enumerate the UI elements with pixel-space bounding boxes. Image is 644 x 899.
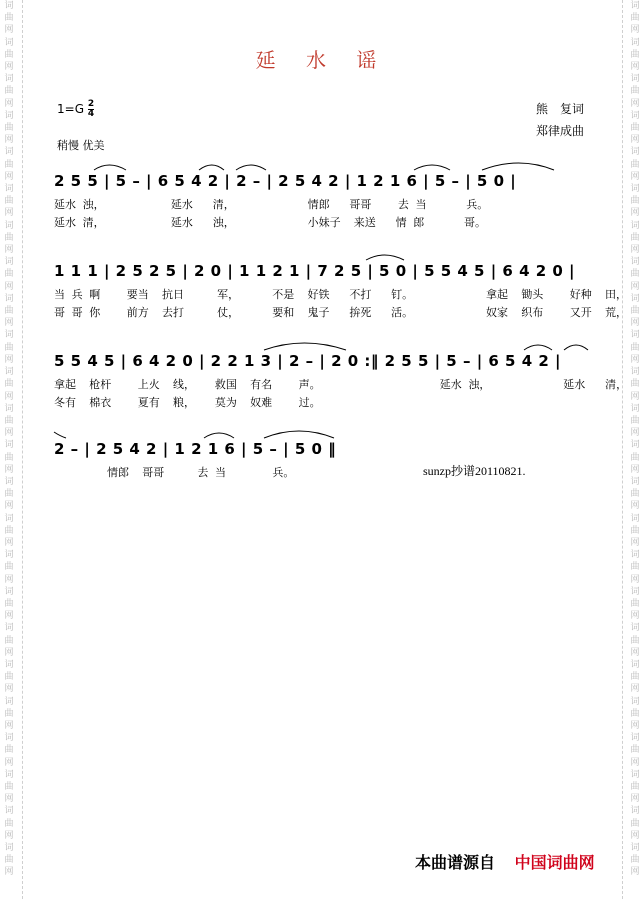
lyricist: 熊 复词: [536, 102, 585, 116]
notation-line: [54, 440, 336, 460]
composer: 郑律成曲: [536, 124, 585, 138]
key-label: 1=G: [57, 102, 84, 116]
notation-line: [54, 262, 575, 282]
lyric-verse-1: 情郎 哥哥 去 当 兵。: [54, 466, 295, 479]
site-name-link[interactable]: 中国词曲网: [514, 853, 595, 872]
margin-line-left: [22, 0, 23, 899]
time-signature: [88, 100, 94, 119]
time-sig-top: 2: [87, 99, 95, 109]
song-title: 延 水 谣: [255, 48, 389, 72]
lyric-verse-1: 拿起 枪杆 上火 线， 救国 有名 声。 延水 浊， 延水 清，: [54, 378, 628, 391]
notation-line: [54, 352, 561, 372]
lyric-verse-1: 延水 浊， 延水 清， 情郎 哥哥 去 当 兵。: [54, 198, 489, 211]
slur-marks: [54, 428, 594, 442]
lyric-verse-2: 哥 哥 你 前方 去打 仗， 要和 鬼子 拚死 活。 奴家 织布 又开 荒，: [54, 306, 628, 319]
notation-line: [54, 172, 516, 192]
notation-text: 2 – | 2 5 4 2 | 1 2 1 6 | 5 – | 5 0 ‖: [54, 440, 337, 458]
watermark-left: 词曲网词曲网词曲网词曲网词曲网词曲网词曲网词曲网词曲网词曲网词曲网词曲网词曲网词曲网词曲网词曲网词曲网词曲网词曲网词曲网词曲网词曲网词曲网词曲网: [4, 1, 14, 878]
time-sig-bottom: 4: [87, 109, 95, 119]
source-label: 本曲谱源自: [415, 853, 496, 872]
notation-text: 5 5 4 5 | 6 4 2 0 | 2 2 1 3 | 2 – | 2 0 :‖ 2 5 5 | 5 – | 6 5 4 2 |: [54, 352, 562, 370]
lyric-verse-2: 冬有 棉衣 夏有 粮， 莫为 奴难 过。: [54, 396, 321, 409]
source-footer: [415, 850, 595, 873]
notation-text: 1 1 1 | 2 5 2 5 | 2 0 | 1 1 2 1 | 7 2 5 | 5 0 | 5 5 4 5 | 6 4 2 0 |: [54, 262, 576, 280]
notation-text: 2 5 5 | 5 – | 6 5 4 2 | 2 – | 2 5 4 2 | 1 2 1 6 | 5 – | 5 0 |: [54, 172, 517, 190]
margin-line-right: [622, 0, 623, 899]
watermark-right: 词曲网词曲网词曲网词曲网词曲网词曲网词曲网词曲网词曲网词曲网词曲网词曲网词曲网词曲网词曲网词曲网词曲网词曲网词曲网词曲网词曲网词曲网词曲网词曲网: [630, 1, 640, 878]
slur-marks: [54, 250, 594, 264]
slur-marks: [54, 160, 594, 174]
lyric-verse-2: 延水 清， 延水 浊， 小妹子 来送 情 郎 哥。: [54, 216, 487, 229]
transcriber-credit: sunzp抄谱20110821.: [423, 464, 526, 478]
tempo-marking: 稍慢 优美: [57, 139, 105, 152]
key-signature: [57, 100, 94, 119]
slur-marks: [54, 340, 594, 354]
lyric-verse-1: 当 兵 啊 要当 抗日 军， 不是 好铁 不打 钉。 拿起 锄头 好种 田，: [54, 288, 628, 301]
